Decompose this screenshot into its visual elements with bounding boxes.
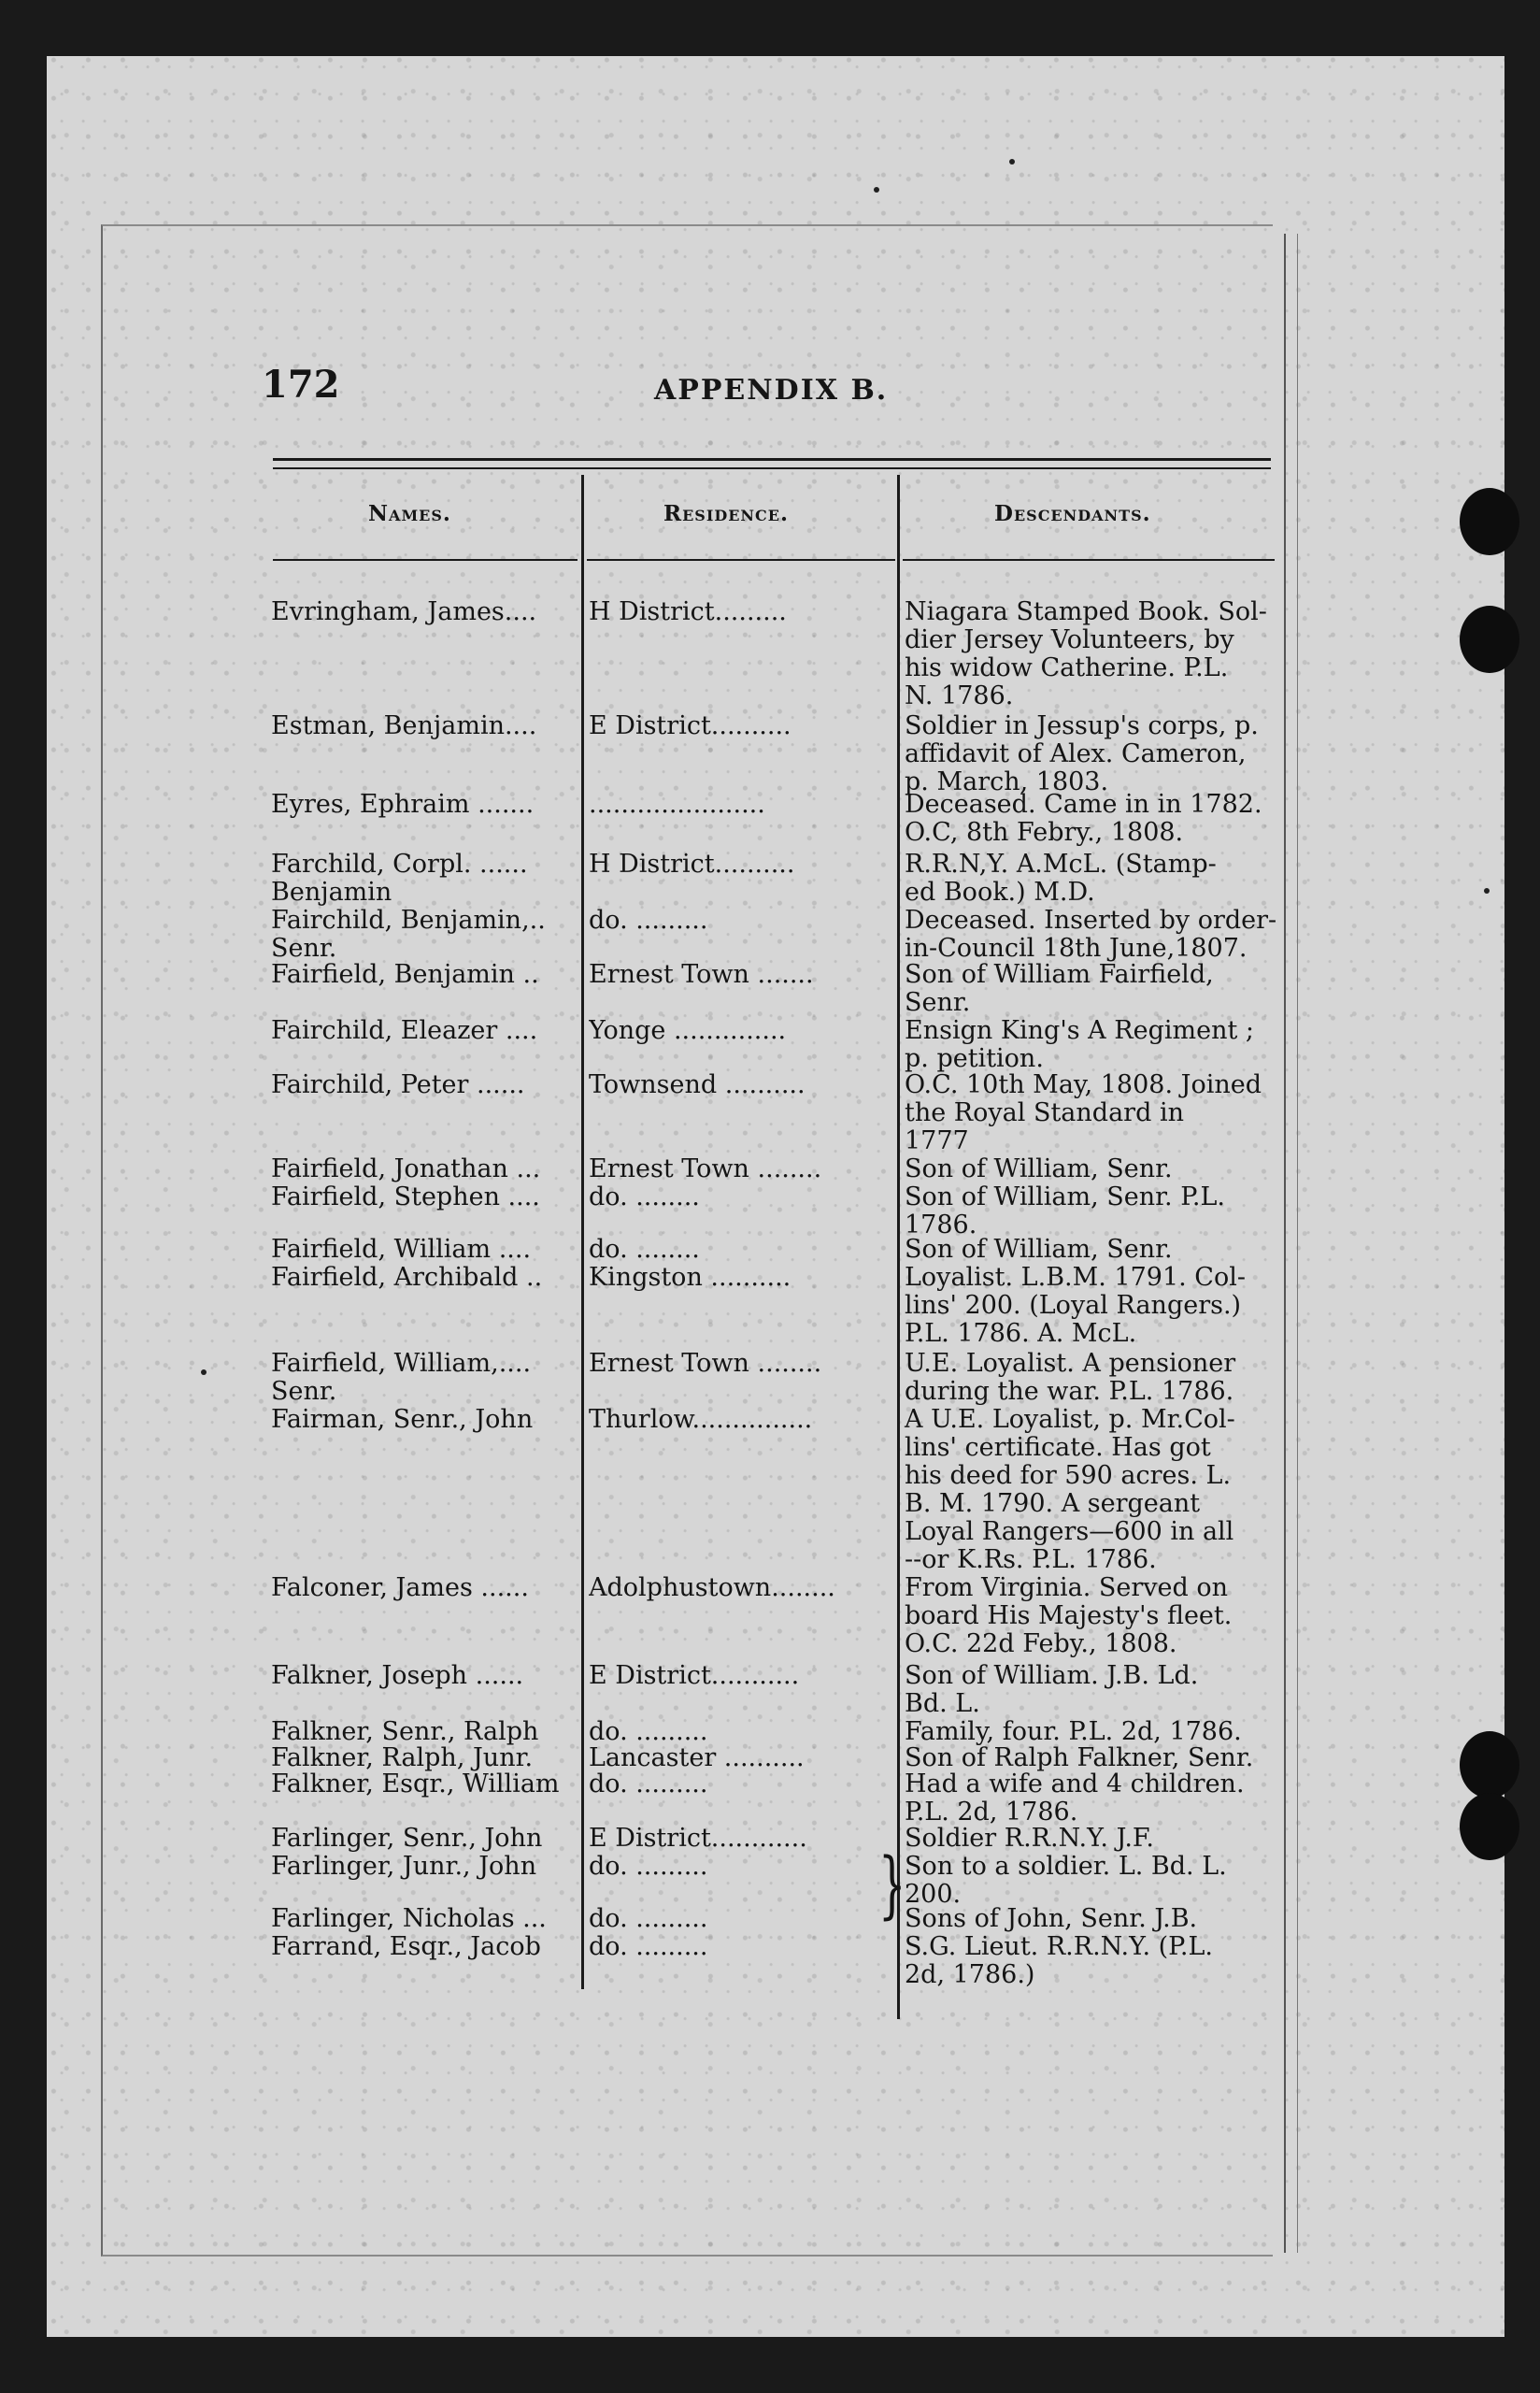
descendants-line: dier Jersey Volunteers, by [905,625,1234,654]
ink-speck [201,1369,207,1375]
row-residence: E District........... [589,1662,800,1690]
row-name: Farlinger, Junr., John [271,1852,537,1881]
column-header-descendants: Descendants. [994,501,1151,526]
row-descendants [905,1155,1282,1183]
row-residence: do. ......... [589,1853,708,1881]
descendants-line: Son of William, Senr. P.L. [905,1182,1225,1211]
row-residence: Ernest Town ........ [589,1350,822,1378]
row-name: Farrand, Esqr., Jacob [271,1932,541,1961]
descendants-line: 2d, 1786.) [905,1960,1035,1989]
row-name: Farlinger, Nicholas ... [271,1904,547,1933]
descendants-line: his deed for 590 acres. L. [905,1461,1232,1490]
row-residence: do. ......... [589,907,708,935]
row-name: Fairchild, Benjamin,.. Senr. [271,906,546,963]
descendants-line: his widow Catherine. P.L. [905,653,1229,682]
descendants-line: 200. [905,1880,962,1909]
row-descendants [905,851,1282,907]
descendants-line: Senr. [905,988,971,1017]
row-name: Farlinger, Senr., John [271,1824,543,1853]
descendants-line: O.C. 22d Feby., 1808. [905,1629,1177,1658]
page-title: APPENDIX B. [654,374,889,407]
descendants-line: p. petition. [905,1044,1044,1073]
row-descendants [905,1574,1282,1658]
right-margin-rule [1284,234,1286,2253]
row-descendants [905,1853,1282,1909]
row-name: Fairfield, William,.... Senr. [271,1349,532,1406]
descendants-line: Son of William, Senr. [905,1235,1173,1264]
column-header-names: Names. [368,501,451,526]
row-descendants [905,1770,1282,1827]
descendants-line: B. M. 1790. A sergeant [905,1489,1201,1518]
header-underline-residence [587,559,895,561]
row-residence: Lancaster .......... [589,1744,805,1772]
row-residence: do. ........ [589,1183,700,1211]
descendants-line: Sons of John, Senr. J.B. [905,1904,1198,1933]
punch-hole [1460,488,1519,555]
right-margin-rule-secondary [1297,234,1298,2253]
header-double-rule-bottom [273,467,1271,469]
row-residence: Ernest Town ........ [589,1155,822,1183]
descendants-line: Had a wife and 4 children. [905,1770,1245,1798]
descendants-line: Son of William. J.B. Ld. [905,1661,1199,1690]
descendants-line: Family, four. P.L. 2d, 1786. [905,1717,1242,1746]
row-descendants [905,791,1282,847]
descendants-line: Bd. L. [905,1689,980,1718]
row-name: Evringham, James.... [271,597,537,626]
punch-hole [1460,1793,1519,1860]
row-descendants [905,961,1282,1017]
row-name: Falconer, James ...... [271,1573,529,1602]
row-residence: Kingston .......... [589,1264,791,1292]
descendants-line: Son of William, Senr. [905,1154,1173,1183]
descendants-line: P.L. 2d, 1786. [905,1798,1078,1827]
row-descendants [905,1264,1282,1348]
descendants-line: the Royal Standard in [905,1098,1184,1127]
row-name: Fairfield, Benjamin .. [271,960,539,989]
row-descendants [905,1662,1282,1718]
row-name: Falkner, Esqr., William [271,1770,560,1798]
row-descendants [905,1406,1282,1574]
descendants-line: Loyal Rangers—600 in all [905,1517,1234,1546]
row-residence: do. ......... [589,1933,708,1961]
ink-speck [1009,159,1015,165]
descendants-line: Ensign King's A Regiment ; [905,1016,1254,1045]
row-descendants [905,1183,1282,1239]
descendants-line: Niagara Stamped Book. Sol- [905,597,1267,626]
ink-speck [874,187,879,193]
descendants-line: lins' 200. (Loyal Rangers.) [905,1291,1242,1320]
row-descendants [905,1744,1282,1772]
row-descendants [905,1905,1282,1933]
descendants-line: Deceased. Inserted by order- [905,906,1277,935]
descendants-line: Son to a soldier. L. Bd. L. [905,1852,1227,1881]
row-name: Fairfield, Archibald .. [271,1263,543,1292]
row-residence: H District......... [589,598,787,626]
row-name: Fairman, Senr., John [271,1405,534,1434]
row-name: Falkner, Ralph, Junr. [271,1743,534,1772]
row-residence: do. ......... [589,1905,708,1933]
ink-speck [1484,888,1490,894]
header-double-rule-top [273,458,1271,461]
descendants-line: A U.E. Loyalist, p. Mr.Col- [905,1405,1235,1434]
punch-hole [1460,606,1519,673]
row-name: Fairfield, Jonathan ... [271,1154,541,1183]
descendants-line: in-Council 18th June,1807. [905,934,1248,963]
row-residence: E District............ [589,1825,807,1853]
descendants-line: lins' certificate. Has got [905,1433,1211,1462]
row-residence: Adolphustown........ [589,1574,835,1602]
descendants-line: ed Book.) M.D. [905,878,1095,907]
row-name: Fairfield, Stephen .... [271,1182,540,1211]
descendants-line: R.R.N,Y. A.McL. (Stamp- [905,850,1217,879]
brace-glyph: } [877,1843,906,1927]
row-descendants [905,712,1282,796]
page-number: 172 [262,363,340,407]
descendants-line: U.E. Loyalist. A pensioner [905,1349,1236,1378]
row-residence: ...................... [589,791,765,819]
descendants-line: 1786. [905,1211,977,1239]
header-underline-names [273,559,578,561]
column-header-residence: Residence. [663,501,789,526]
row-descendants [905,1071,1282,1155]
punch-hole [1460,1731,1519,1798]
descendants-line: affidavit of Alex. Cameron, [905,739,1247,768]
row-residence: Ernest Town ....... [589,961,814,989]
descendants-line: Soldier R.R.N.Y. J.F. [905,1824,1155,1853]
row-name: Fairchild, Eleazer .... [271,1016,538,1045]
descendants-line: p. March, 1803. [905,767,1109,796]
row-residence: do. ......... [589,1718,708,1746]
descendants-line: Deceased. Came in in 1782. [905,790,1262,819]
descendants-line: Loyalist. L.B.M. 1791. Col- [905,1263,1246,1292]
row-descendants [905,907,1282,963]
row-descendants [905,1825,1282,1853]
row-residence: do. ......... [589,1770,708,1798]
row-name: Estman, Benjamin.... [271,711,537,740]
row-descendants [905,1718,1282,1746]
descendants-line: --or K.Rs. P.L. 1786. [905,1545,1157,1574]
row-residence: do. ........ [589,1236,700,1264]
row-name: Fairfield, William .... [271,1235,532,1264]
row-name: Farchild, Corpl. ...... Benjamin [271,850,528,907]
row-descendants [905,1933,1282,1989]
descendants-line: 1777 [905,1126,969,1155]
row-residence: Yonge .............. [589,1017,787,1045]
descendants-line: O.C. 10th May, 1808. Joined [905,1070,1262,1099]
descendants-line: O.C, 8th Febry., 1808. [905,818,1184,847]
row-descendants [905,1017,1282,1073]
row-name: Fairchild, Peter ...... [271,1070,525,1099]
descendants-line: Son of William Fairfield, [905,960,1214,989]
descendants-line: Soldier in Jessup's corps, p. [905,711,1259,740]
row-name: Falkner, Joseph ...... [271,1661,524,1690]
row-residence: H District.......... [589,851,795,879]
descendants-line: P.L. 1786. A. McL. [905,1319,1137,1348]
descendants-line: board His Majesty's fleet. [905,1601,1233,1630]
column-divider-residence-descendants [897,475,900,2019]
descendants-line: N. 1786. [905,681,1014,710]
descendants-line: Son of Ralph Falkner, Senr. [905,1743,1254,1772]
row-residence: E District.......... [589,712,791,740]
row-residence: Thurlow............... [589,1406,813,1434]
row-descendants [905,1350,1282,1406]
header-underline-descendants [903,559,1275,561]
row-descendants [905,1236,1282,1264]
row-residence: Townsend .......... [589,1071,806,1099]
descendants-line: From Virginia. Served on [905,1573,1228,1602]
column-divider-names-residence [581,475,584,1989]
row-descendants [905,598,1282,710]
descendants-line: S.G. Lieut. R.R.N.Y. (P.L. [905,1932,1213,1961]
row-name: Falkner, Senr., Ralph [271,1717,539,1746]
descendants-line: during the war. P.L. 1786. [905,1377,1234,1406]
row-name: Eyres, Ephraim ....... [271,790,535,819]
